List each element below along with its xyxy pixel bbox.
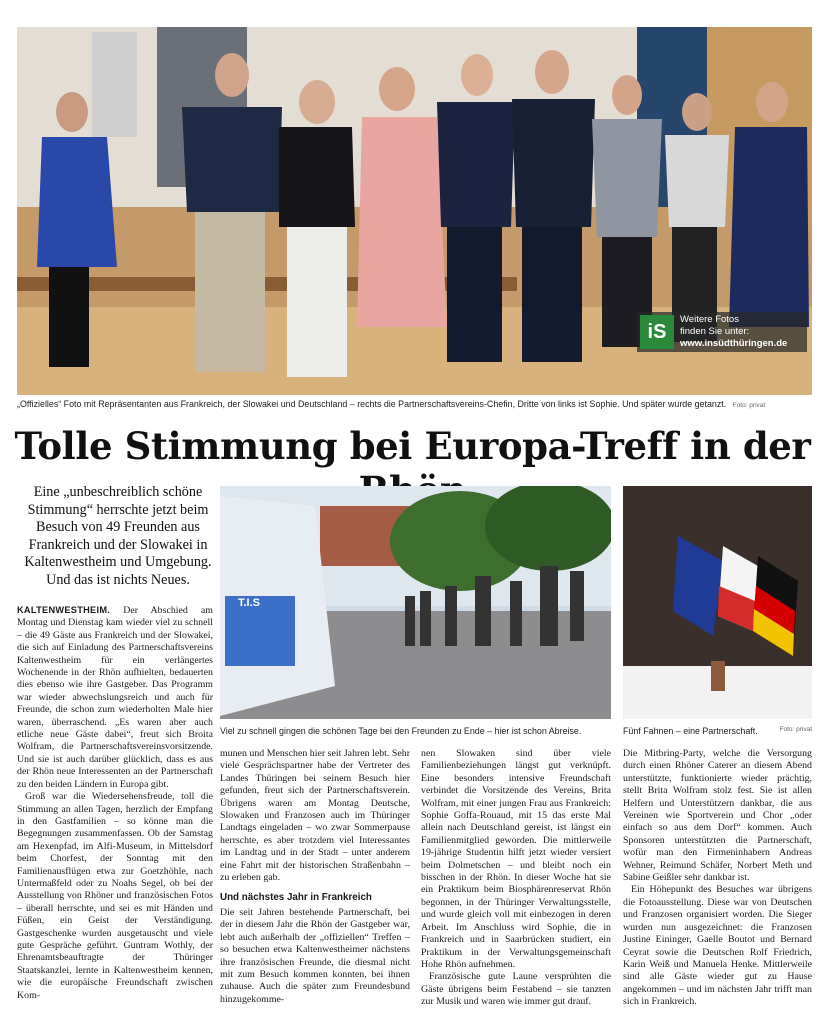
article-column-4: [623, 748, 812, 1009]
caption-right-text: Fünf Fahnen – eine Partnerschaft.: [623, 726, 758, 736]
bus-logo-text: T.I.S: [238, 597, 261, 609]
subheading: Und nächstes Jahr in Frankreich: [220, 892, 372, 904]
top-photo-caption: [17, 399, 817, 409]
mid-photo-caption: Viel zu schnell gingen die schönen Tage bei den Freunden zu Ende – hier ist schon Abreise.: [220, 726, 582, 736]
article-column-1: [17, 604, 213, 1002]
teaser: Eine „unbeschreiblich schöne Stimmung“ herrschte jetzt beim Besuch von 49 Freunden aus Frankreich und der Slowakei in Kaltenwestheim und Umgebung. Und das ist nichts Neues.: [24, 484, 212, 588]
article-paragraph: [17, 604, 213, 791]
article-paragraph: munen und Menschen hier seit Jahren lebt. Sehr viele Gesprächspartner habe der Vertreter des Landes Thüringen bei seinem Besuch hier gefunden, freut sich der Partnerschaftsverein. Übrigens waren am Montag Deutsche, Slowaken und Franzosen auch im Thüringer Landtags eingeladen – wo zwar Sommerpause herrschte, es aber trotzdem viel Interessantes im Landtag und in der Stadt – unter anderem eine Fahrt mit der historischen Straßenbahn – zu erleben gab.: [220, 748, 410, 884]
article-paragraph: Ein Höhepunkt des Besuches war übrigens die Fotoausstellung. Diese war von Deutschen und Franzosen organisiert worden. Die Sieger wurden nun ausgezeichnet: die Franzosen Justine Eininger, Gaelle Boutot und Bernard Ceyrat sowie die Deutschen Rolf Friedrich, Karin Weiß und Manuela Henke. Mittlerweile sind alle Gäste wieder gut zu Hause angekommen – und im nächsten Jahr trifft man sich in Frankreich.: [623, 884, 812, 1008]
badge-url[interactable]: www.insüdthüringen.de: [680, 338, 788, 349]
right-photo-caption: [623, 726, 812, 736]
article-paragraph: nen Slowaken sind über viele Familienbeziehungen längst gut verknüpft. Eine besonders intensive Freundschaft verbindet die Vorsitzende des Vereins, Brita Wolfram, mit einer jungen Frau aus Frankreich: Sophie Goffa-Rouaud, mit 15 das erste Mal allein nach Deutschland gereist, ist längst ein Familienmitglied geworden. Die mittlerweile 19-jährige Studentin hilft jetzt wieder versiert beim Dolmetschen – und bleibt noch ein bisschen in der Rhön. In dieser Woche hat sie ein Praktikum beim Biosphärenreservat Rhön begonnen, in der Thüringer Verwaltungsstelle, und wurde gleich voll mit einbezogen in deren Arbeit. Im Anschluss wird Sophie, die in Frankreich und in Saarbrücken studiert, ein Praktikum in der Verwaltungsgemeinschaft Hohe Rhön aufnehmen.: [421, 748, 611, 970]
website-badge[interactable]: [637, 312, 807, 352]
caption-top-text: „Offizielles“ Foto mit Repräsentanten aus Frankreich, der Slowakei und Deutschland – rechts die Partnerschaftsvereins-Chefin, Dritte von links ist Sophie. Und später wurde getanzt.: [17, 399, 727, 409]
departure-photo: [220, 486, 611, 719]
article-paragraph: Groß war die Wiedersehensfreude, toll die Stimmung an allen Tagen, herzlich der Empfang in den Gastfamilien – so könne man die Begegnungen zusammenfassen. Ob der Samstag am Hexenpfad, im Alfi-Museum, in Mittelsdorf beim Chorfest, der Sonntag mit den Familienausflügen etwa zur Goetzhöhle, nach Untermaßfeld oder zu Noahs Segel, ob bei der Ausstellung von Rhöner und französischen Fotos – überall herrschte, und sei es mit Händen und Füßen, ein Geist der Verständigung. Gastgeschenke wurden ausgetauscht und viele gute Gespräche geführt. Guntram Wothly, der Ehrenamtsbeauftragte der Thüringer Staatskanzlei, lernte in Kaltenwestheim kennen, wie die europäische Freundschaft zwischen Kom-: [17, 791, 213, 1001]
photo-credit-right: Foto: privat: [779, 726, 812, 733]
flags-photo: [623, 486, 812, 719]
article-paragraph: Die seit Jahren bestehende Partnerschaft, bei der in diesem Jahr die Rhön der Gastgeber war, lebt auch außerhalb der „offiziellen“ Treffen – so besuchen etwa Kaltenwestheimer nächstens ihre französischen Freunde, die diesmal nicht mit zum Besuch kommen konnten, bei ihnen zuhause. Auch die später zum Freundesbund hinzugekomme-: [220, 906, 410, 1005]
photo-credit: Foto: privat: [732, 402, 766, 409]
headline: Tolle Stimmung bei Europa-Treff in der: [14, 424, 811, 468]
paragraph-text: Der Abschied am Montag und Dienstag kam wieder viel zu schnell – die 49 Gäste aus Frankreich und der Slowakei, die sich auf Einladung des Partnerschaftsvereins Kaltenwestheim für ein verlängertes Wochenende in der Rhön aufhielten, bedauerten dies ebenso wie ihre Gastgeber. Das Programm war wieder abwechslungsreich und auch für Freunde, die schon zum wiederholten Male hier waren, überraschend. „Es waren aber auch etliche neue Gäste dabei“, freut sich Broita Wolfram, die Partnerschaftsvereinsvorsitzende. Und sie ist auch darüber glücklich, dass es aus der Rhön neue Interessenten an der Partnerschaft zu den beiden Ländern in Europa gibt.: [17, 605, 213, 790]
badge-line2: finden Sie unter:: [680, 326, 750, 337]
badge-line1: Weitere Fotos: [680, 314, 739, 325]
is-logo: iS: [640, 315, 674, 349]
article-paragraph: Französische gute Laune versprühten die Gäste übrigens beim Festabend – sie tanzten zur Musik und waren wie immer gut drauf.: [421, 971, 611, 1008]
article-paragraph: Die Mitbring-Party, welche die Versorgung durch einen Rhöner Caterer an diesem Abend unterstützte, funktionierte wieder prächtig, stellt Brita Wolfram stolz fest. Sie ist allen Helfern und Unterstützern dankbar, die aus Vereinen wie Sportverein und Chor „oder einfach so aus dem Dorf“ kommen. Auch Sponsoren unterstützten die Partnerschaft, wofür man den Firmeninhabern Andreas Wehner, Reimund Schäfer, Norbert Meth und Sabine Geißler sehr dankbar ist.: [623, 748, 812, 884]
badge-text: [680, 314, 787, 350]
article-column-3: [421, 748, 611, 1009]
article-column-2: [220, 748, 410, 1006]
dateline: KALTENWESTHEIM.: [17, 605, 111, 615]
